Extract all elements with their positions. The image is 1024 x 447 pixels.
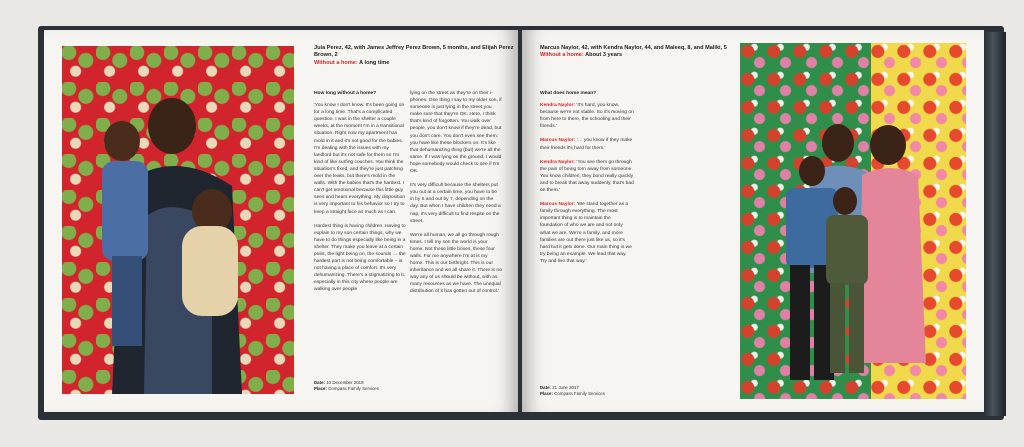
left-portrait-figures — [62, 46, 294, 394]
right-place: Place: Compass Family Services — [540, 391, 605, 397]
right-without-home-line — [540, 52, 730, 59]
right-question: What does home mean? — [540, 91, 597, 96]
left-date: Date: 10 December 2019 — [314, 380, 364, 385]
left-paragraph: 'You know I don't know. It's been going on for a long time. That's a complicated question. I was in the shelter a couple weeks, at the moment I'm in a transitional situation. Right now my apartment has mold in it and it's not good for the babies. I'm dealing with the issues with my landlord but it's not safe for them so I'm kind of like surfing couches. You think the situation's fixed, and they're just patching over the leaks, but there's mold in the walls. With the babies that's the hardest. I can't get emotional because this little guy sees and hears everything. My disposition is very important to his behavior so I try to keep a straight face as much as I can. — [314, 103, 406, 215]
left-paragraph: It's very difficult because the shelters put you out at a certain time, you have to be in by 5 and out by 7, depending on the day. But when I have children they need a nap, it's very difficult to find respite on the street. — [410, 183, 501, 224]
left-caption-heading — [314, 45, 514, 67]
left-without-home-line — [314, 60, 514, 67]
book-page-edge — [984, 32, 1006, 416]
right-text-column — [540, 90, 634, 272]
right-entry: Marcus Naylor: '… you know if they make their friends it's hard for them.' — [540, 138, 633, 151]
right-meta — [540, 385, 660, 398]
left-place: Place: Compass Family Services — [314, 386, 379, 392]
left-question: How long without a home? — [314, 91, 377, 96]
left-text-column-2 — [410, 90, 502, 303]
right-portrait-figures — [740, 43, 966, 399]
left-without-home-value: A long time — [359, 59, 390, 66]
right-entry: Marcus Naylor: 'We stand together as a family through everything. The most important thing is to maintain the foundation of who we are and not only what we are. We're a family, and more families are out there just like us, so it's hard but it gets done. Our main thing is we try being an example. We lead that way. Try and live that way.' — [540, 202, 632, 264]
left-meta — [314, 380, 434, 393]
right-date: Date: 21 June 2017 — [540, 385, 579, 390]
right-caption-heading — [540, 45, 730, 60]
left-paragraph: We're all human, we all go through rough times. I tell my son the world is your home. Not these little boxes, these four walls. For me anywhere I'm at is my home. This is our birthright. This is our inheritance and we all share it. There is no way any of us should be without, with as many resources as we have. The unequal distribution of it has gotten out of control.' — [410, 232, 502, 295]
right-heading-names: Marcus Naylor, 42, with Kendra Naylor, 44, and Maleeq, 8, and Maliki, 5 — [540, 45, 727, 51]
right-without-home-label: Without a home: — [540, 52, 584, 59]
left-portrait-photo — [62, 46, 294, 394]
right-without-home-value: About 3 years — [585, 52, 623, 59]
right-entry: Kendra Naylor: 'You see them go through the pain of being torn away from someone. You know children, they bond really quickly and to break that away suddenly, that's bad on them.' — [540, 159, 634, 194]
left-paragraph: Hardest thing is having children. Having to explain to my son certain things, why we have to do things especially like being in a shelter. They make you leave at a certain point, the light being on, the sounds … the hardest part is not being comfortable – is not having a place of comfort. It's very dehumanizing. There's a stigmatizing to it, especially in this city where people are walking over people — [314, 223, 406, 293]
left-heading-names: Jula Perez, 42, with James Jeffrey Perez Brown, 5 months, and Elijah Perez Brown, 2 — [314, 45, 514, 59]
left-text-column-1 — [314, 90, 406, 301]
right-portrait-photo — [740, 43, 966, 399]
left-without-home-label: Without a home: — [314, 59, 358, 66]
right-entry: Kendra Naylor: 'It's hard, you know, because we're not stable. So it's moving on from here to there, the schooling and their friends.' — [540, 103, 634, 130]
left-paragraph: lying on the street as they're on their i-phones. One thing I say to my older son, if someone is just lying in the street you make sure that they're OK. Here, I think that's kind of forgotten. You walk over people, you don't know if they're dead, but you don't care. You don't even see them; you have like these blockers on. It's like that dehumanizing thing (but) we're all the same. If I was lying on the ground, I would hope somebody would check to see if I'm OK. — [410, 91, 502, 175]
